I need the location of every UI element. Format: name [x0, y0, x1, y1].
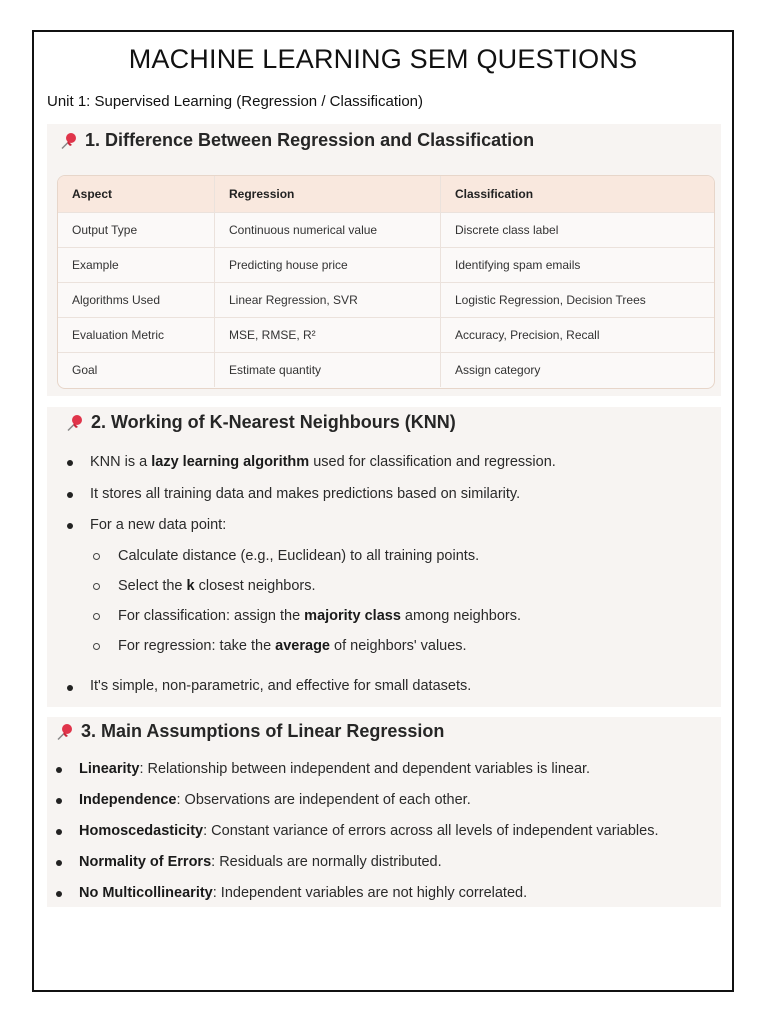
table-cell: Logistic Regression, Decision Trees	[440, 283, 714, 317]
section-2-heading: 2. Working of K-Nearest Neighbours (KNN)	[65, 412, 456, 433]
bullet-dot	[67, 492, 73, 498]
sub-bullet-circle	[93, 643, 100, 650]
table-cell: Continuous numerical value	[214, 213, 440, 247]
section-3-panel	[47, 717, 721, 907]
bullet-dot	[56, 767, 62, 773]
table-cell: Linear Regression, SVR	[214, 283, 440, 317]
table-cell: MSE, RMSE, R²	[214, 318, 440, 352]
bullet-dot	[56, 860, 62, 866]
table-cell: Predicting house price	[214, 248, 440, 282]
comparison-table	[57, 175, 715, 389]
unit-subtitle: Unit 1: Supervised Learning (Regression / Classification)	[47, 93, 424, 110]
pushpin-icon	[59, 131, 79, 151]
table-row	[58, 282, 714, 317]
sub-list-item: For classification: assign the majority class among neighbors.	[118, 608, 522, 624]
sub-list-item: For regression: take the average of neighbors' values.	[118, 638, 467, 654]
table-cell: Discrete class label	[440, 213, 714, 247]
pushpin-icon	[65, 413, 85, 433]
table-row	[58, 247, 714, 282]
page-title: MACHINE LEARNING SEM QUESTIONS	[128, 44, 638, 74]
table-cell: Identifying spam emails	[440, 248, 714, 282]
pushpin-icon	[55, 722, 75, 742]
sub-list-item: Calculate distance (e.g., Euclidean) to all training points.	[118, 548, 480, 564]
table-cell: Example	[72, 258, 119, 272]
bullet-dot	[56, 891, 62, 897]
table-header-cell: Classification	[440, 176, 714, 212]
section-2-panel	[47, 407, 721, 707]
list-item: Homoscedasticity: Constant variance of errors across all levels of independent variables.	[79, 823, 659, 839]
table-row	[58, 352, 714, 387]
table-cell: Assign category	[440, 353, 714, 387]
list-item: Linearity: Relationship between independent and dependent variables is linear.	[79, 761, 591, 777]
table-cell: Evaluation Metric	[72, 328, 165, 342]
bullet-dot	[67, 523, 73, 529]
bullet-dot	[67, 460, 73, 466]
list-item: Normality of Errors: Residuals are normally distributed.	[79, 854, 442, 870]
list-item: Independence: Observations are independent of each other.	[79, 792, 471, 808]
sub-list-item: Select the k closest neighbors.	[118, 578, 316, 594]
bullet-dot	[67, 685, 73, 691]
list-item: KNN is a lazy learning algorithm used for classification and regression.	[90, 454, 556, 470]
bullet-dot	[56, 798, 62, 804]
list-item: No Multicollinearity: Independent variables are not highly correlated.	[79, 885, 528, 901]
list-item: It stores all training data and makes predictions based on similarity.	[90, 486, 521, 502]
sub-bullet-circle	[93, 553, 100, 560]
sub-bullet-circle	[93, 583, 100, 590]
table-header-cell: Regression	[214, 176, 440, 212]
list-item: It's simple, non-parametric, and effective for small datasets.	[90, 678, 472, 694]
list-item: For a new data point:	[90, 517, 227, 533]
table-row	[58, 317, 714, 352]
table-cell: Output Type	[72, 223, 138, 237]
section-1-heading: 1. Difference Between Regression and Classification	[59, 130, 534, 151]
sub-bullet-circle	[93, 613, 100, 620]
table-header-row	[58, 176, 714, 212]
table-header-cell: Aspect	[72, 187, 113, 201]
table-cell: Estimate quantity	[214, 353, 440, 387]
table-row	[58, 212, 714, 247]
table-cell: Algorithms Used	[72, 293, 161, 307]
table-cell: Goal	[72, 363, 98, 377]
table-cell: Accuracy, Precision, Recall	[440, 318, 714, 352]
section-1-panel	[47, 124, 721, 396]
bullet-dot	[56, 829, 62, 835]
section-3-heading: 3. Main Assumptions of Linear Regression	[55, 721, 444, 742]
